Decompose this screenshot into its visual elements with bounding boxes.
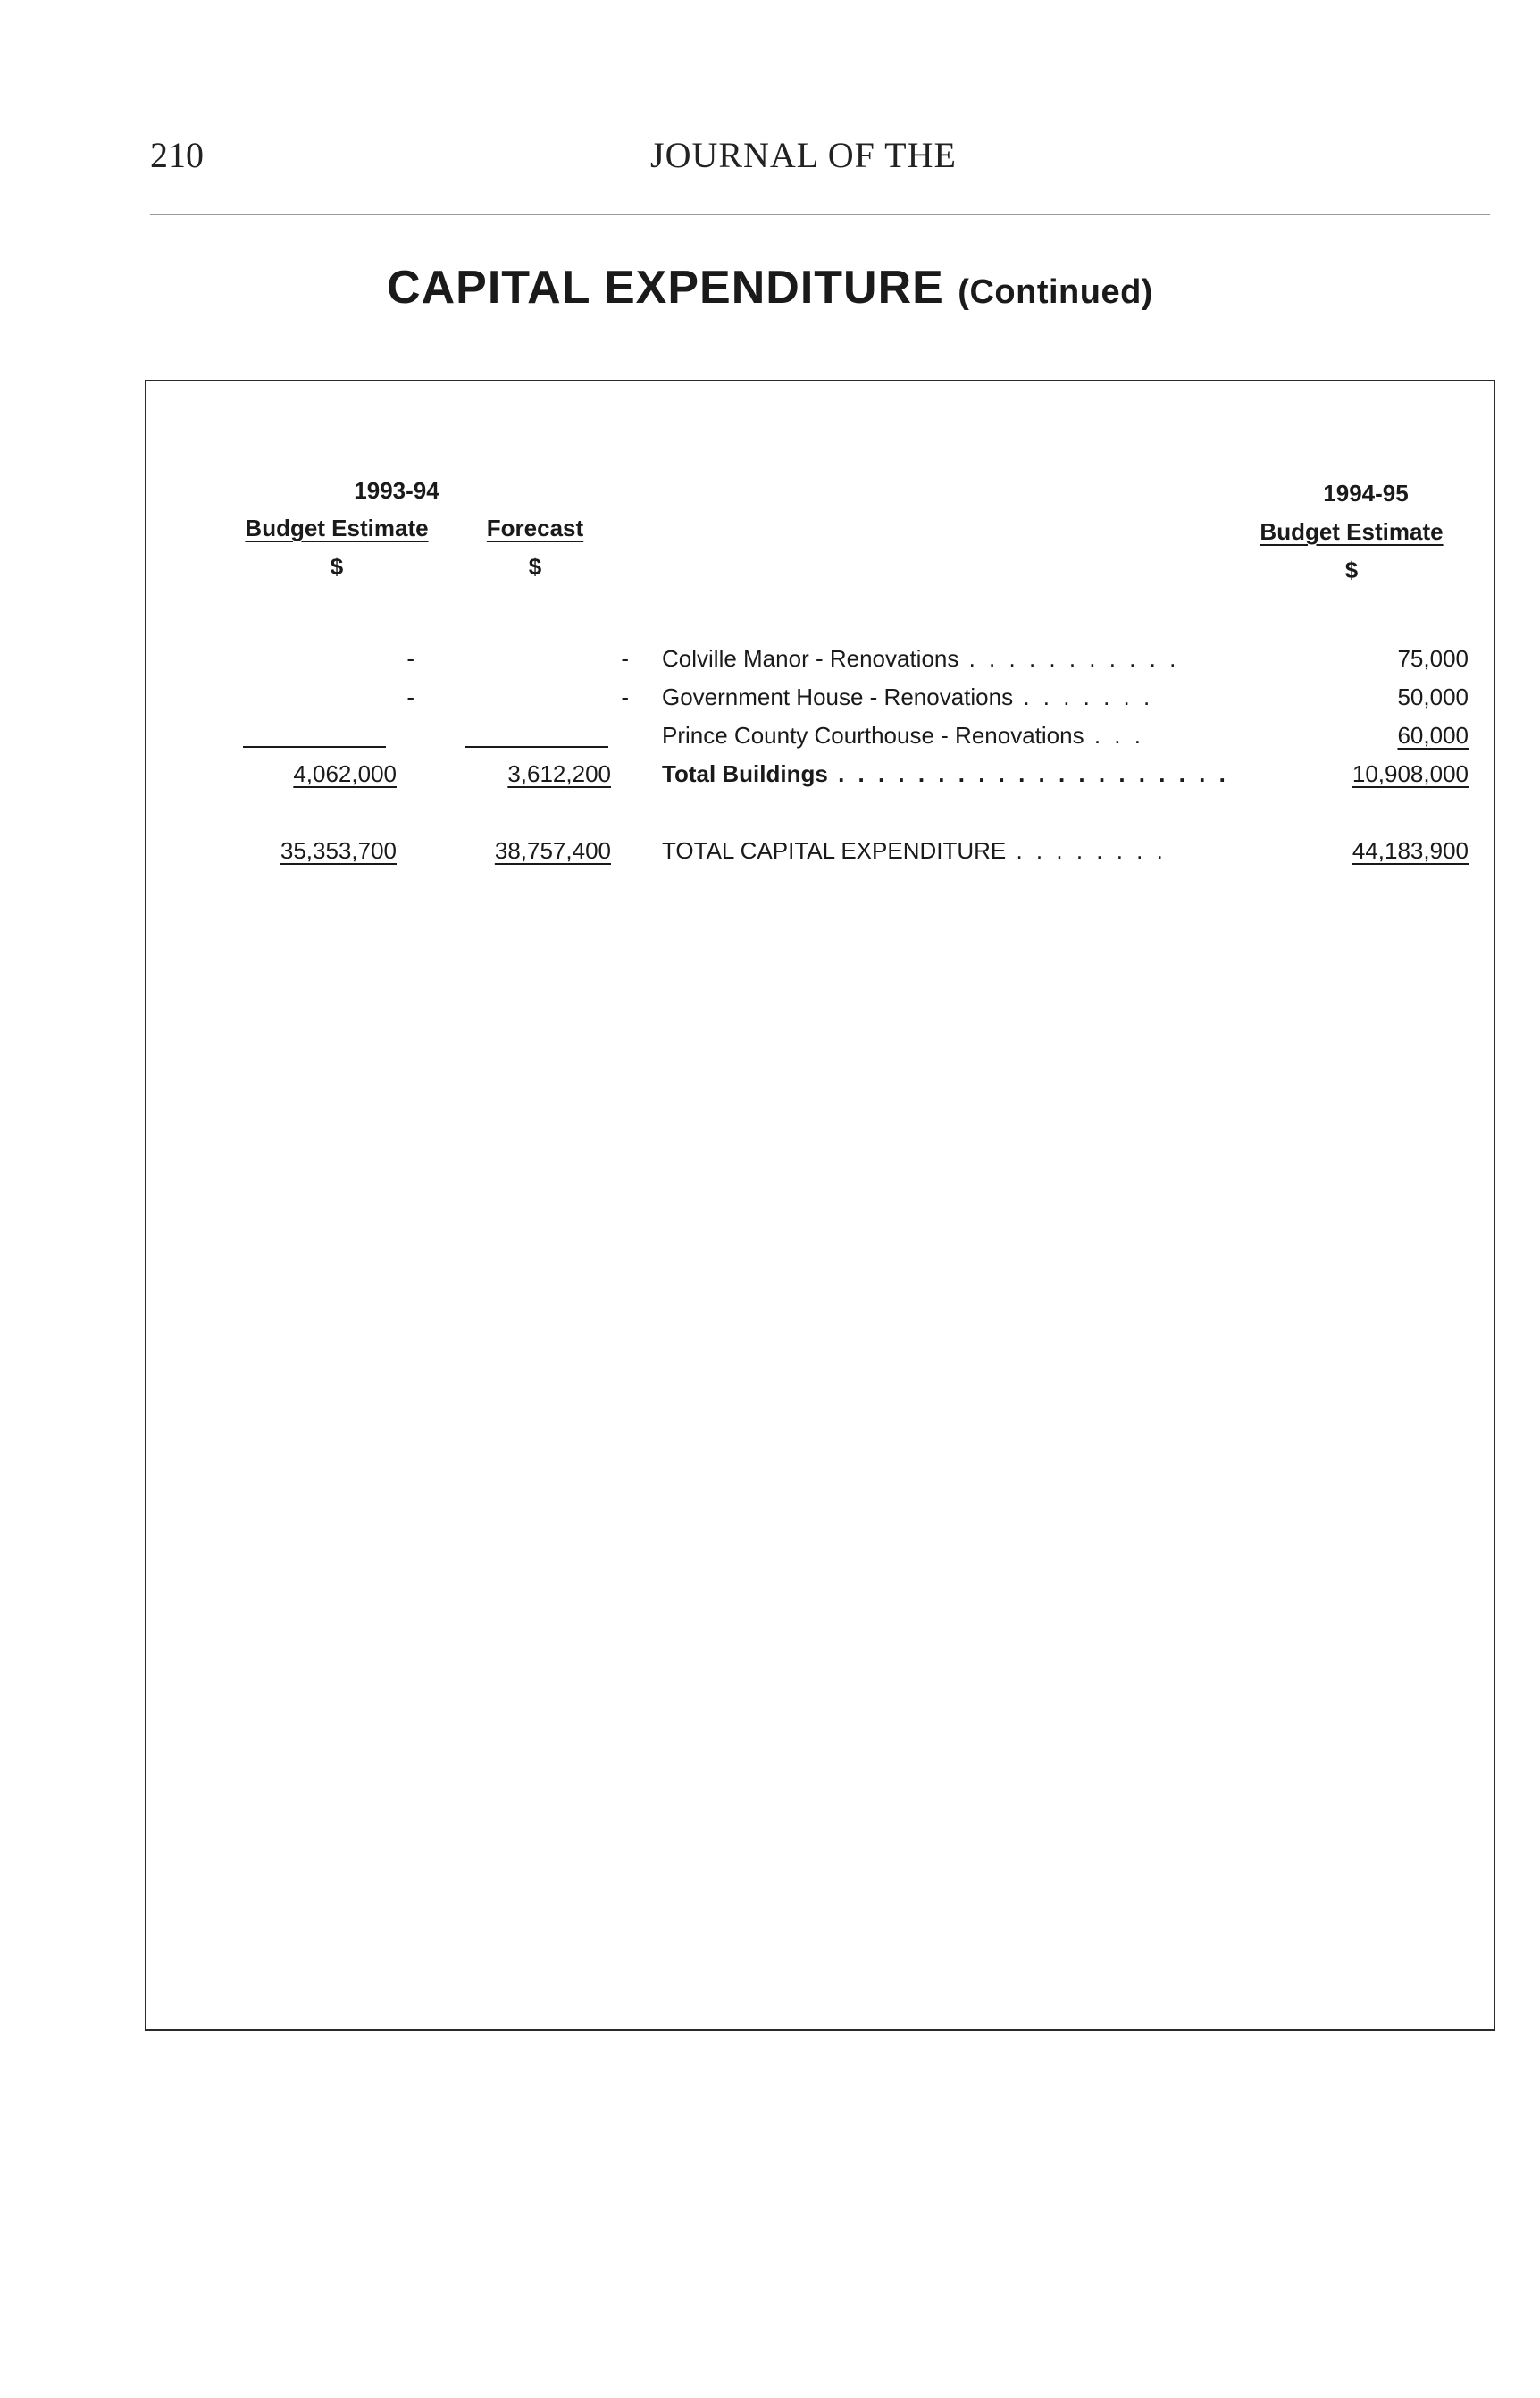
row-budget-value: -	[406, 645, 414, 672]
total-capital-label: TOTAL CAPITAL EXPENDITURE . . . . . . . .	[662, 837, 1167, 864]
row-forecast-value: -	[621, 683, 629, 710]
total-capital-budget: 35,353,700	[280, 837, 397, 864]
row-forecast-value: -	[621, 645, 629, 672]
page-title	[0, 261, 1540, 314]
expenditure-table	[145, 380, 1495, 2031]
forecast-heading: Forecast	[486, 515, 584, 541]
row-estimate-value: 60,000	[1397, 722, 1469, 749]
total-buildings-estimate: 10,908,000	[1352, 760, 1469, 787]
total-capital-estimate: 44,183,900	[1352, 837, 1469, 864]
row-estimate-value: 75,000	[1397, 645, 1469, 672]
page-number: 210	[150, 135, 204, 175]
budget-currency-symbol: $	[330, 553, 344, 580]
year-1993-94-heading: 1993-94	[354, 477, 439, 504]
budget-estimate-1993-94-heading: Budget Estimate	[245, 515, 429, 541]
total-buildings-budget: 4,062,000	[293, 760, 397, 787]
title-continued: (Continued)	[958, 273, 1153, 311]
header-rule	[150, 214, 1490, 215]
subtotal-rule-budget	[243, 746, 386, 748]
year-1994-95-heading: 1994-95	[1323, 480, 1409, 507]
title-main: CAPITAL EXPENDITURE	[387, 262, 944, 314]
row-description: Colville Manor - Renovations . . . . . . . . . . .	[662, 645, 1180, 672]
estimate-currency-symbol: $	[1344, 557, 1359, 583]
total-buildings-label: Total Buildings . . . . . . . . . . . . . . . . . . . .	[662, 760, 1229, 787]
page-header	[150, 134, 1490, 188]
total-buildings-forecast: 3,612,200	[507, 760, 611, 787]
total-capital-forecast: 38,757,400	[494, 837, 611, 864]
row-description: Prince County Courthouse - Renovations . . .	[662, 722, 1144, 749]
running-title: JOURNAL OF THE	[650, 135, 957, 175]
row-estimate-value: 50,000	[1397, 683, 1469, 710]
subtotal-rule-forecast	[465, 746, 608, 748]
row-budget-value: -	[406, 683, 414, 710]
budget-estimate-1994-95-heading: Budget Estimate	[1260, 518, 1444, 545]
row-description: Government House - Renovations . . . . . . .	[662, 683, 1154, 710]
forecast-currency-symbol: $	[528, 553, 542, 580]
